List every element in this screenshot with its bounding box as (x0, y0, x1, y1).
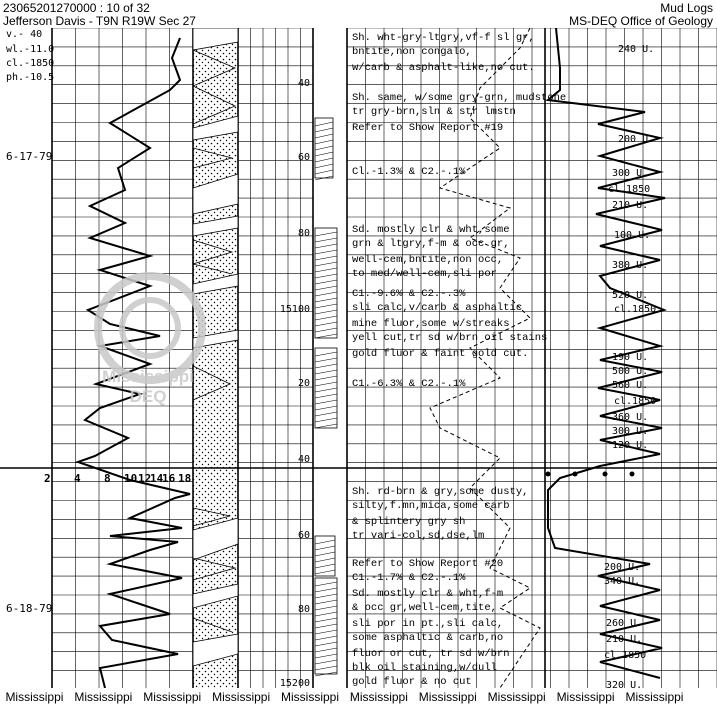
scale-label: 12 (138, 472, 152, 485)
lithology-description-line: Refer to Show Report #19 (352, 122, 504, 134)
lithology-description-line: Sh. wht-gry-ltgry,vf-f sl gr, (352, 32, 535, 44)
gas-reading-label: 360 U. (612, 412, 649, 423)
gas-reading-label: 240 U. (618, 44, 655, 55)
svg-text:Mississippi: Mississippi (102, 367, 194, 386)
lithology-description-line: some asphaltic & carb,no (352, 632, 504, 644)
gas-reading-label: 100 U. (614, 230, 651, 241)
gas-reading-label: 520 U. (612, 290, 649, 301)
log-type-label: Mud Logs (660, 1, 713, 15)
lithology-description-line: C1.-6.3% & C2.-.1% (352, 378, 466, 390)
viscosity-label: v.- 40 (6, 29, 43, 40)
lithology-column (193, 28, 238, 688)
depth-label: 20 (297, 378, 310, 389)
gas-reading-label: cl.1850 (614, 304, 657, 315)
footer-watermark-text: Mississippi (281, 690, 340, 704)
depth-label: 80 (297, 604, 310, 615)
lithology-description-line: bntite,non congalo, (352, 46, 472, 58)
date-label: 6-18-79 (6, 602, 53, 615)
depth-label: 15100 (279, 304, 310, 315)
scale-label: 14 (150, 472, 164, 485)
lithology-description-line: blk oil staining,w/dull (352, 662, 497, 674)
lithology-description-line: gold fluor & no cut (352, 676, 472, 688)
lithology-description-line: Sd. mostly clr & wht,f-m (352, 588, 504, 600)
lithology-description-line: grn & ltgry,f-m & occ gr, (352, 238, 510, 250)
location-label: Jefferson Davis - T9N R19W Sec 27 (3, 14, 196, 28)
footer-watermark-text: Mississippi (143, 690, 202, 704)
lithology-description-line: well-cem,bntite,non occ, (352, 254, 504, 266)
lithology-description-line: sli por in pt.,sli calc, (352, 618, 504, 630)
lithology-description-line: fluor or cut, tr sd w/brn (352, 648, 510, 660)
lithology-description-line: & splintery gry sh (352, 516, 466, 528)
water-loss-label: wl.-11.0 (6, 44, 55, 55)
gas-reading-label: cl.1850 (608, 184, 651, 195)
lithology-description-line: mine fluor,some w/streaks (352, 318, 510, 330)
footer-watermark-text: Mississippi (418, 690, 477, 704)
footer-watermark-text: Mississippi (5, 690, 64, 704)
gas-reading-label: cl.1850 (614, 396, 657, 407)
lithology-description-line: tr gry-brn,sln & str lmstn (352, 106, 516, 118)
lithology-description-line: Sh. rd-brn & gry,some dusty, (352, 486, 529, 498)
lithology-description-line: to med/well-cem,sli por (352, 268, 497, 280)
footer-watermark-text: Mississippi (487, 690, 546, 704)
gas-reading-label: 560 U. (612, 380, 649, 391)
gas-reading-label: 380 U. (612, 260, 649, 271)
gas-reading-label: 320 U. (606, 680, 643, 688)
scale-label: 10 (124, 472, 138, 485)
lithology-description-line: w/carb & asphalt-like,no cut. (352, 62, 535, 74)
svg-text:DEQ: DEQ (129, 387, 167, 406)
depth-label: 60 (297, 530, 310, 541)
depth-label: 60 (297, 152, 310, 163)
lithology-description-line: C1.-1.7% & C2.-.1% (352, 572, 466, 584)
scale-label: 16 (162, 472, 176, 485)
date-label: 6-17-79 (6, 150, 53, 163)
footer-watermark-row (0, 689, 717, 705)
lithology-description-line: yell cut,tr sd w/brn oil stains (352, 332, 548, 344)
footer-watermark-text: Mississippi (212, 690, 271, 704)
depth-label: 15200 (279, 678, 310, 688)
gas-reading-label: cl.1850 (604, 650, 647, 661)
footer-watermark-text: Mississippi (349, 690, 408, 704)
footer-watermark-text: Mississippi (74, 690, 133, 704)
gas-reading-label: 300 U. (612, 426, 649, 437)
lithology-description-line: & occ gr,well-cem,tite, (352, 602, 497, 614)
gas-reading-label: 340 U. (604, 576, 641, 587)
gas-reading-label: 200 U. (618, 134, 655, 145)
lithology-description-line: Sd. mostly clr & wht,some (352, 224, 510, 236)
gas-reading-label: 210 U. (606, 634, 643, 645)
gas-reading-label: 200 U. (604, 562, 641, 573)
gas-reading-label: 300 U. (612, 168, 649, 179)
ph-label: ph.-10.5 (6, 72, 55, 83)
gas-reading-label: 190 U. (612, 352, 649, 363)
mud-log-chart (0, 28, 717, 688)
gas-reading-label: 500 U. (612, 366, 649, 377)
lithology-description-line: Sh. same, w/some gry-grn, mudstone (352, 92, 567, 104)
depth-label: 40 (297, 78, 310, 89)
lithology-description-line: Cl.-1.3% & C2.-.1% (352, 166, 466, 178)
agency-label: MS-DEQ Office of Geology (569, 14, 713, 28)
document-id: 23065201270000 : 10 of 32 (3, 1, 150, 15)
gas-reading-label: 260 U. (606, 618, 643, 629)
scale-label: 18 (178, 472, 192, 485)
scale-label: 4 (74, 472, 81, 485)
scale-label: 2 (44, 472, 51, 485)
depth-label: 80 (297, 228, 310, 239)
chlorides-label: cl.-1850 (6, 58, 55, 69)
footer-watermark-text: Mississippi (556, 690, 615, 704)
lithology-description-line: C1.-9.6% & C2.-.3% (352, 288, 466, 300)
gas-reading-label: 120 U. (612, 440, 649, 451)
lithology-description-line: Refer to Show Report #20 (352, 558, 504, 570)
lithology-description-line: gold fluor & faint gold cut. (352, 348, 529, 360)
lithology-description-line: silty,f.mn,mica,some carb (352, 500, 510, 512)
lithology-description-line: sli calc,v/carb & asphaltic (352, 302, 523, 314)
depth-label: 40 (297, 454, 310, 465)
lithology-description-line: tr vari-col,sd,dse,lm (352, 530, 485, 542)
gas-reading-label: 210 U. (612, 200, 649, 211)
scale-label: 8 (104, 472, 111, 485)
footer-watermark-text: Mississippi (625, 690, 684, 704)
